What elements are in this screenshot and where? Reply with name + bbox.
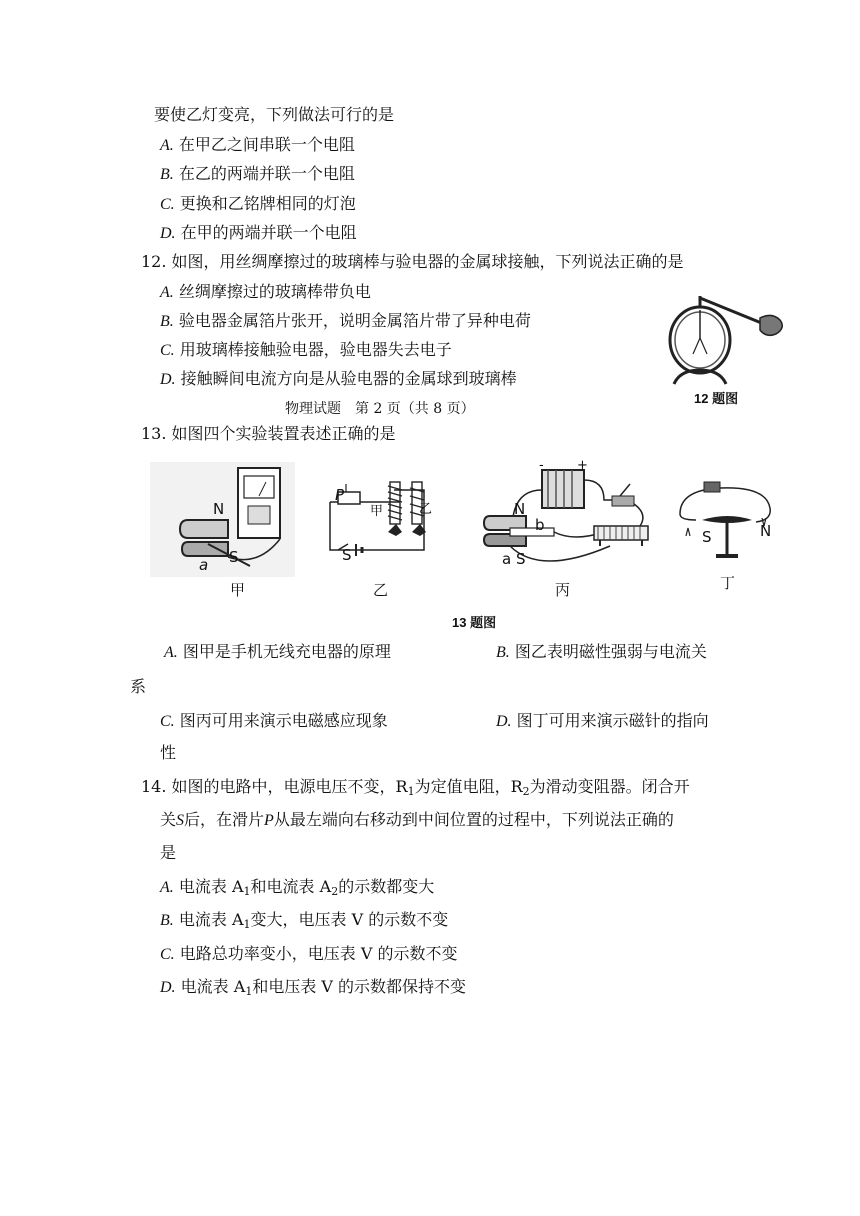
q12-stem: 12. 如图，用丝绸摩擦过的玻璃棒与验电器的金属球接触，下列说法正确的是 [141,252,684,271]
q11-option-a [160,135,355,156]
q13-figure-caption: 13 题图 [452,615,497,630]
q12-option-b [160,311,531,332]
q13-bing-label-a: a [502,550,512,568]
option-letter: A. [160,284,174,301]
q13-jia-label-a: a [199,556,209,574]
q13-bing-label-n: N [514,500,526,518]
q11-option-d [160,223,357,244]
q13-jia-label-n: N [213,500,225,518]
option-letter: D. [496,713,512,730]
q13-bing-label-minus: - [539,458,544,473]
option-letter: D. [160,371,176,388]
option-letter: A. [164,644,178,661]
q13-option-a [164,642,391,663]
q13-figure-jia [150,462,295,577]
option-text: 电流表 A [180,977,246,996]
option-text: 在甲的两端并联一个电阻 [180,223,357,242]
option-sub: 1 [243,918,251,931]
q14-sub: 1 [407,785,415,798]
q14-var-p: P [264,812,274,829]
q14-text: 为滑动变阻器。闭合开 [529,777,690,796]
q13-jia-label-s: S [229,548,239,566]
q13-yi-label-s: S [342,546,352,564]
q14-option-d [160,977,466,1002]
option-sub: 2 [331,885,339,898]
option-text: 变大，电压表 V 的示数不变 [250,910,449,929]
q13-option-d [496,711,709,732]
q11-option-b [160,164,355,185]
option-text: 用玻璃棒接触验电器，验电器失去电子 [179,340,452,359]
option-text: 更换和乙铭牌相同的灯泡 [179,194,356,213]
q13-option-b-wrap: 系 [130,677,147,696]
q13-yi-label-p: P [335,486,345,504]
option-text: 和电压表 V 的示数都保持不变 [252,977,467,996]
q13-ding-label-s: S [702,528,712,546]
q13-option-b [496,642,707,663]
q13-figure-bing [470,460,660,578]
option-sub: 1 [243,885,251,898]
q14-stem-line1 [141,777,690,802]
q12-option-a [160,282,371,303]
q13-option-c [160,711,388,732]
q14-var-s: S [176,812,185,829]
option-text: 的示数都变大 [338,877,435,896]
q14-option-a [160,877,434,902]
option-text: 电流表 A [178,877,244,896]
option-text: 电流表 A [178,910,244,929]
q13-bing-label-s: S [516,550,526,568]
q13-option-d-wrap: 性 [160,743,177,762]
option-text: 图丁可用来演示磁针的指向 [516,711,709,730]
q12-option-d [160,369,517,390]
q14-stem-line3: 是 [160,843,177,862]
q13-bing-label-b: b [535,516,545,534]
q12-electroscope-figure [660,288,790,388]
q12-figure-caption: 12 题图 [694,391,739,406]
option-text: 图乙表明磁性强弱与电流关 [514,642,707,661]
option-text: 在乙的两端并联一个电阻 [178,164,355,183]
q14-text: 为定值电阻，R [414,777,523,796]
option-letter: A. [160,137,174,154]
q13-bing-label: 丙 [555,581,571,599]
option-sub: 1 [245,985,253,998]
q13-ding-label-n: N [760,522,772,540]
option-letter: D. [160,225,176,242]
q14-text: 关 [160,810,177,829]
option-letter: B. [160,166,174,183]
option-text: 和电流表 A [250,877,332,896]
option-letter: C. [160,342,175,359]
option-text: 图丙可用来演示电磁感应现象 [179,711,388,730]
q11-stem-tail: 要使乙灯变亮，下列做法可行的是 [154,105,395,124]
option-text: 图甲是手机无线充电器的原理 [182,642,391,661]
option-letter: B. [160,313,174,330]
option-letter: B. [160,912,174,929]
option-letter: D. [160,979,176,996]
option-letter: A. [160,879,174,896]
option-text: 接触瞬间电流方向是从验电器的金属球到玻璃棒 [180,369,517,388]
option-letter: C. [160,196,175,213]
q12-option-c [160,340,452,361]
page-footer: 物理试题 第 2 页（共 8 页） [285,401,475,417]
option-letter: C. [160,713,175,730]
q13-ding-label: 丁 [720,574,736,592]
q13-jia-label: 甲 [230,581,246,599]
option-text: 电路总功率变小，电压表 V 的示数不变 [179,944,458,963]
option-letter: B. [496,644,510,661]
option-letter: C. [160,946,175,963]
option-text: 验电器金属箔片张开，说明金属箔片带了异种电荷 [178,311,531,330]
q14-text: 后，在滑片 [184,810,265,829]
q14-text: 从最左端向右移动到中间位置的过程中，下列说法正确的 [273,810,674,829]
q13-yi-label-yi: 乙 [419,502,433,517]
q13-stem: 13. 如图四个实验装置表述正确的是 [141,424,396,443]
q13-bing-label-plus: + [577,458,588,473]
option-text: 丝绸摩擦过的玻璃棒带负电 [178,282,371,301]
q14-text: 14. 如图的电路中，电源电压不变，R [141,777,408,796]
q13-yi-label-jia: 甲 [370,504,384,519]
q14-option-c [160,944,458,965]
q11-option-c [160,194,356,215]
option-text: 在甲乙之间串联一个电阻 [178,135,355,154]
q14-sub: 2 [522,785,530,798]
q13-yi-label: 乙 [373,581,389,599]
q14-option-b [160,910,448,935]
q14-stem-line2 [160,810,674,831]
